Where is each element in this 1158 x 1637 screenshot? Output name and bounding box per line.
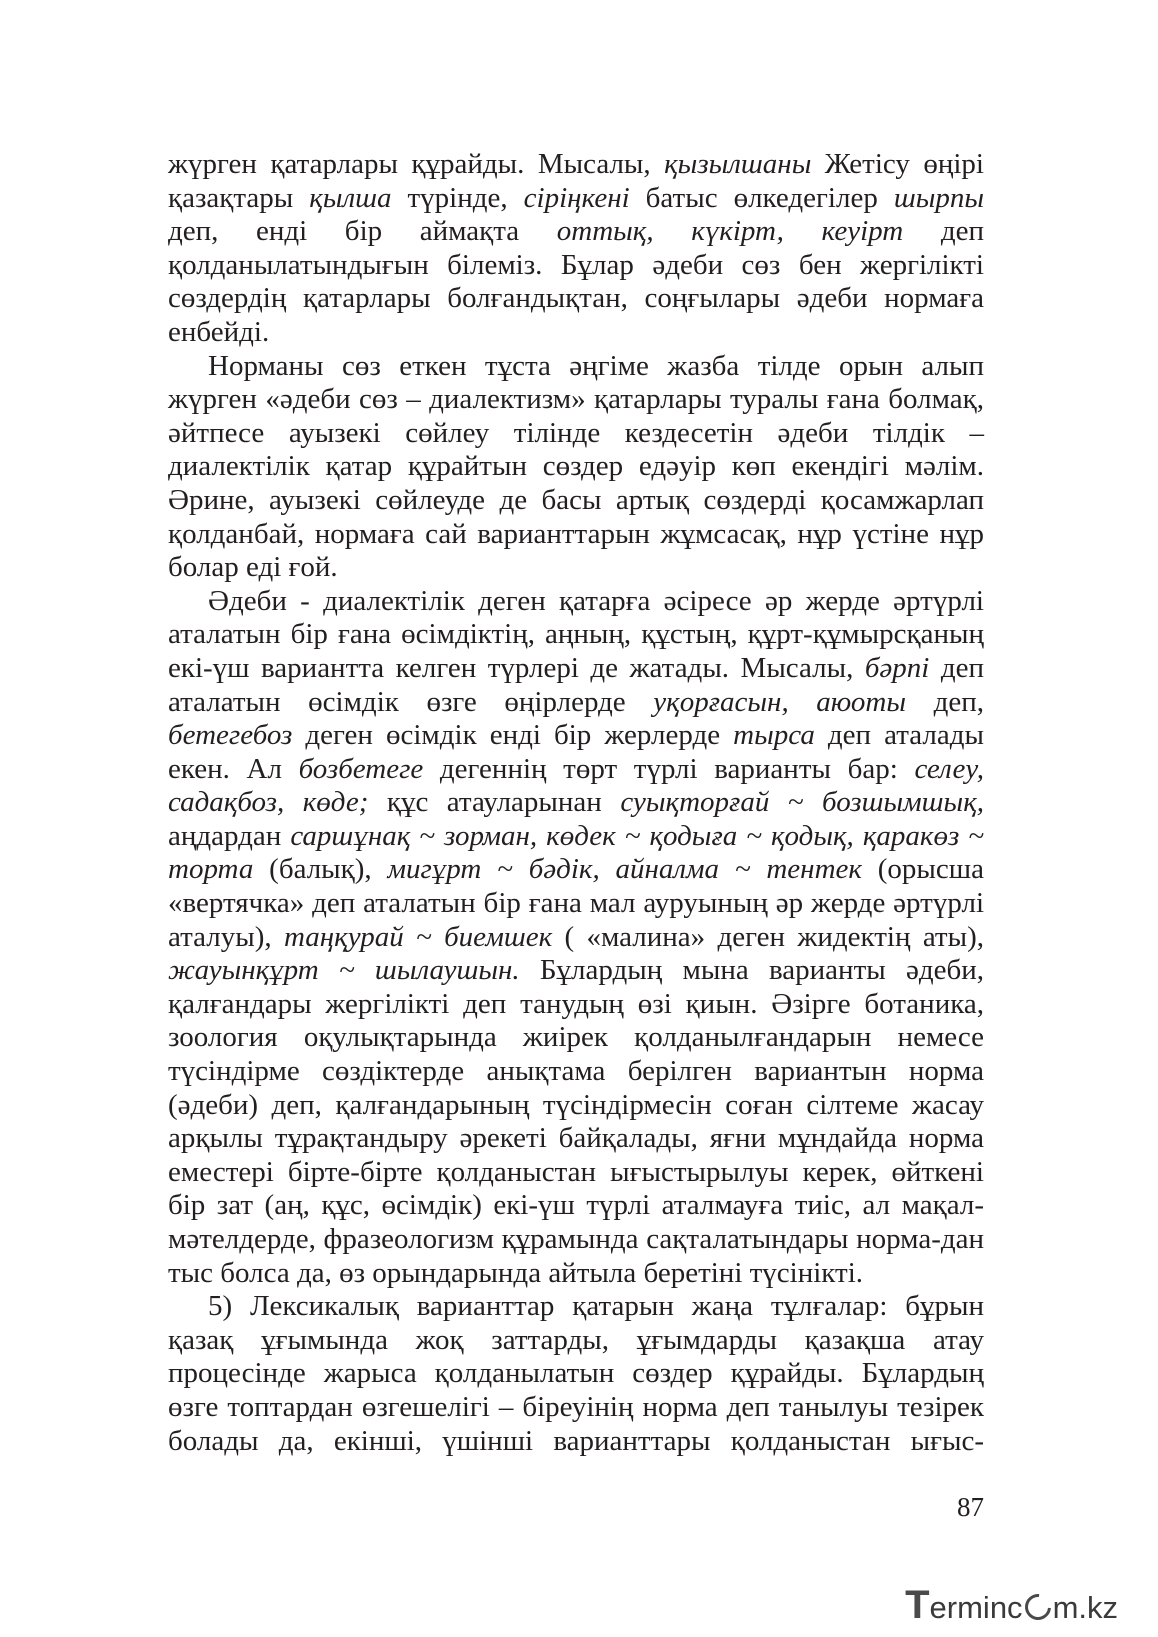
text-run: деген өсімдік енді бір жерлерде (292, 719, 734, 752)
text-run: құс атауларынан (368, 786, 621, 819)
paragraph (168, 585, 984, 1290)
text-run: батыс өлкедегілер (629, 181, 894, 214)
italic-term: қызылшаны (664, 148, 812, 180)
termincom-watermark (905, 1583, 1118, 1627)
italic-term: селеу, садақбоз, көде; (168, 752, 984, 819)
watermark-text-end: m.kz (1052, 1590, 1118, 1625)
watermark-circle-icon (1019, 1589, 1056, 1626)
italic-term: мигұрт ~ бәдік, айналма ~ тентек (387, 853, 862, 886)
page-number: 87 (957, 1492, 984, 1522)
watermark-letter: T (905, 1583, 930, 1627)
text-run: 5) Лексикалық варианттар қатарын жаңа тұлғалар: бұрын қазақ ұғымында жоқ заттарды, ұғымдарды қазақша атау процесінде жарыса қолданылатын сөздер құрайды. Бұлардың өзге топтардан өзгешелігі – біреуінің норма деп танылуы тезірек болады да, екінші, үшінші варианттары қолданыстан ығыс- (168, 1290, 984, 1457)
text-run: (балық), (253, 853, 388, 886)
text-run: Жетісу өңірі қазақтары (168, 148, 984, 214)
text-run: Норманы сөз еткен тұста әңгіме жазба тілде орын алып жүрген «әдеби сөз – диалектизм» қатарлары туралы ғана болмақ, әйтпесе ауызекі сөйлеу тілінде кездесетін әдеби тілдік – диалектілік қатар құрайтын сөздер едәуір көп екендігі мәлім. Әрине, ауызекі сөйлеуде де басы артық сөздерді қосамжарлап қолданбай, нормаға сай варианттарын жұмсасақ, нұр үстіне нұр болар еді ғой. (168, 349, 984, 584)
text-run: жүрген қатарлары құрайды. Мысалы, (168, 148, 665, 180)
italic-term: саршұнақ ~ зорман, көдек ~ қодыға ~ қодық, қаракөз ~ торта (168, 819, 984, 886)
text-run: деп аталады екен. Ал (168, 719, 984, 785)
italic-term: жауынқұрт ~ шылаушын. (168, 954, 520, 987)
text-run: деп қолданылатындығын білеміз. Бұлар әдеби сөз бен жергілікті сөздердің қатарлары болғандықтан, соңғылары әдеби нормаға енбейді. (168, 215, 984, 348)
text-run: (орысша «вертячка» деп аталатын бір ғана мал ауруының әр жерде әртүрлі аталуы), (168, 853, 984, 953)
paragraph (168, 350, 984, 585)
italic-term: тырса (733, 719, 815, 752)
text-run: деп, енді бір аймақта (168, 215, 557, 248)
italic-term: бозбетеге (298, 752, 424, 785)
text-run: Бұлардың мына варианты әдеби, қалғандары жергілікті деп танудың өзі қиын. Әзірге ботаника, зоология оқулықтарында жиірек қолданылғандарын немесе түсіндірме сөздіктерде анықтама берілген вариантын норма (әдеби) деп, қалғандарының түсіндірмесін соған сілтеме жасау арқылы тұрақтандыру әрекеті байқалады, яғни мұндайда норма еместері бірте-бірте қолданыстан ығыстырылуы керек, өйткені бір зат (аң, құс, өсімдік) екі-үш түрлі аталмауға тиіс, ал мақал-мәтелдерде, фразеологизм құрамында сақталатындары норма-дан тыс болса да, өз орындарында айтыла беретіні түсінікті. (168, 954, 984, 1289)
paragraph (168, 1290, 984, 1458)
italic-term: суықторғай ~ бозшымшық, (620, 786, 985, 819)
italic-term: уқорғасын, аюоты (653, 685, 906, 718)
italic-term: таңқурай ~ биемшек (283, 920, 553, 953)
paragraph (168, 148, 984, 350)
text-run: деп, (905, 685, 984, 718)
italic-term: шырпы (893, 181, 984, 214)
italic-term: оттық, күкірт, кеуірт (556, 215, 904, 248)
italic-term: сіріңкені (523, 181, 630, 214)
italic-term: қылша (309, 181, 392, 214)
text-run: дегеннің төрт түрлі варианты бар: (423, 752, 915, 785)
text-run: аңдардан (168, 819, 291, 852)
text-run: Әдеби - диалектілік деген қатарға әсіресе әр жерде әртүрлі аталатын бір ғана өсімдіктің, аңның, құстың, құрт-құмырсқаның екі-үш вариантта келген түрлері де жатады. Мысалы, (168, 584, 984, 684)
italic-term: бетегебоз (168, 719, 293, 752)
watermark-text-start: erminc (929, 1590, 1023, 1625)
italic-term: бәрпі (864, 651, 930, 684)
body-text (168, 148, 984, 1458)
text-run: деп аталатын өсімдік өзге өңірлерде (168, 651, 984, 718)
text-run: түрінде, (391, 181, 524, 214)
text-run: ( «малина» деген жидектің аты), (552, 920, 985, 953)
